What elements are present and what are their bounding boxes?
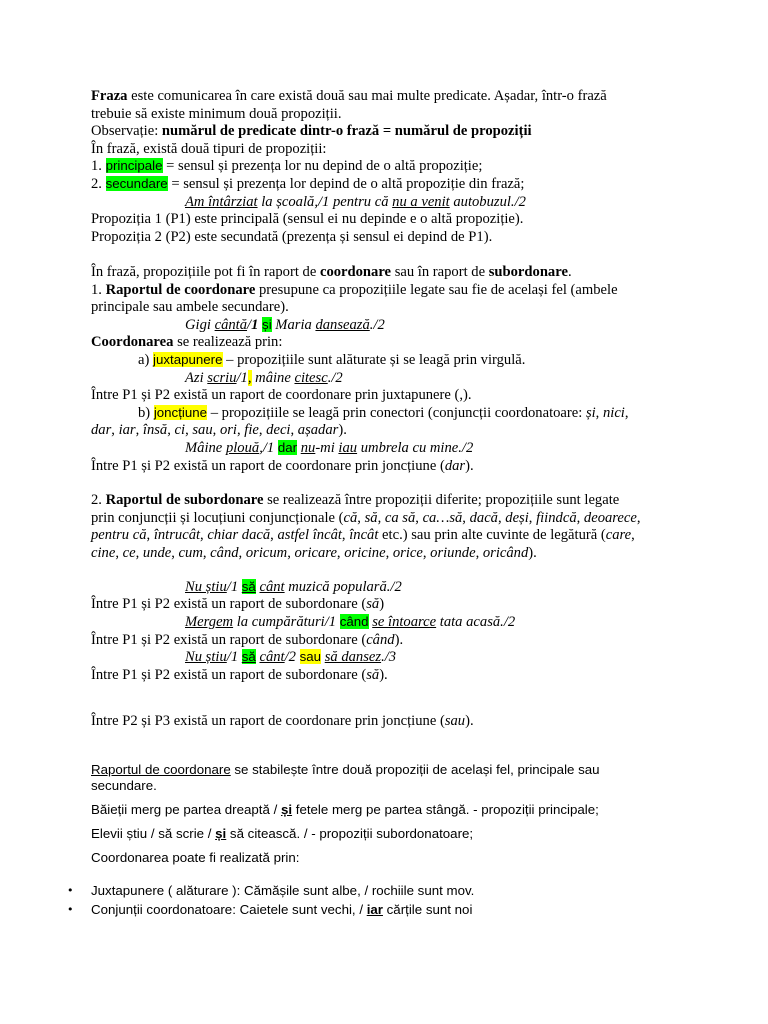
text-line: Fraza este comunicarea în care există două sau mai multe predicate. Așadar, într-o frază xyxy=(91,88,607,104)
text-line: 1. principale = sensul și prezența lor nu depind de o altă propoziție; xyxy=(91,158,483,174)
text-line: Între P2 și P3 există un raport de coordonare prin joncțiune (sau). xyxy=(91,713,474,729)
text-line: Nu știu/1 să cânt muzică populară./2 xyxy=(185,579,402,595)
text-line: Azi scriu/1, mâine citesc./2 xyxy=(185,370,343,386)
text-line: a) juxtapunere – propozițiile sunt alăturate și se leagă prin virgulă. xyxy=(138,352,526,368)
text-line: Coordonarea se realizează prin: xyxy=(91,334,283,350)
text-line: secundare. xyxy=(91,778,157,793)
text-line: dar, iar, însă, ci, sau, ori, fie, deci, așadar). xyxy=(91,422,347,438)
text-line: trebuie să existe minimum două propoziții. xyxy=(91,106,342,122)
text-line: principale sau ambele secundare). xyxy=(91,299,289,315)
text-line: Între P1 și P2 există un raport de coordonare prin juxtapunere (,). xyxy=(91,387,472,403)
text-line: 2. Raportul de subordonare se realizează între propoziții diferite; propozițiile sunt legate xyxy=(91,492,620,508)
text-line: Nu știu/1 să cânt/2 sau să dansez./3 xyxy=(185,649,397,665)
text-line: Între P1 și P2 există un raport de subordonare (să) xyxy=(91,596,385,612)
text-line: Conjunții coordonatoare: Caietele sunt vechi, / iar cărțile sunt noi xyxy=(91,902,473,917)
bullet-icon: • xyxy=(67,884,74,897)
text-line: Între P1 și P2 există un raport de subordonare (când). xyxy=(91,632,404,648)
text-line: Între P1 și P2 există un raport de coordonare prin joncțiune (dar). xyxy=(91,458,474,474)
text-line: Coordonarea poate fi realizată prin: xyxy=(91,850,300,865)
text-line: În frază, propozițiile pot fi în raport de coordonare sau în raport de subordonare. xyxy=(91,264,572,280)
text-line: Între P1 și P2 există un raport de subordonare (să). xyxy=(91,667,388,683)
text-line: În frază, există două tipuri de propoziții: xyxy=(91,141,327,157)
text-line: Propoziția 1 (P1) este principală (sensul ei nu depinde e o altă propoziție). xyxy=(91,211,524,227)
text-line: Propoziția 2 (P2) este secundată (prezența și sensul ei depind de P1). xyxy=(91,229,493,245)
text-line: Mâine plouă,/1 dar nu-mi iau umbrela cu mine./2 xyxy=(185,440,474,456)
bullet-icon: • xyxy=(67,903,74,916)
text-line: 2. secundare = sensul și prezența lor depind de o altă propoziție din frază; xyxy=(91,176,525,192)
text-line: Gigi cântă/1 și Maria dansează./2 xyxy=(185,317,385,333)
text-line: pentru că, întrucât, chiar dacă, astfel încât, încât etc.) sau prin alte cuvinte de legătură (care, xyxy=(91,527,635,543)
text-line: Raportul de coordonare se stabilește între două propoziții de același fel, principale sau xyxy=(91,762,600,777)
text-line: Juxtapunere ( alăturare ): Cămășile sunt albe, / rochiile sunt mov. xyxy=(91,883,475,898)
text-line: Observație: numărul de predicate dintr-o frază = numărul de propoziții xyxy=(91,123,532,139)
text-line: prin conjuncții și locuțiuni conjuncționale (că, să, ca să, ca…să, dacă, deși, fiindcă, deoarece, xyxy=(91,510,641,526)
text-line: cine, ce, unde, cum, când, oricum, oricare, oricine, orice, oriunde, oricând). xyxy=(91,545,537,561)
text-line: Elevii știu / să scrie / și să citească. / - propoziții subordonatoare; xyxy=(91,826,474,841)
text-line: Mergem la cumpărături/1 când se întoarce tata acasă./2 xyxy=(185,614,516,630)
text-line: 1. Raportul de coordonare presupune ca propozițiile legate sau fie de același fel (ambele xyxy=(91,282,618,298)
text-line: b) joncțiune – propozițiile se leagă prin conectori (conjuncții coordonatoare: și, nici, xyxy=(138,405,629,421)
text-line: Am întârziat la școală,/1 pentru că nu a venit autobuzul./2 xyxy=(185,194,526,210)
text-line: Băieții merg pe partea dreaptă / și fetele merg pe partea stângă. - propoziții principale; xyxy=(91,802,599,817)
